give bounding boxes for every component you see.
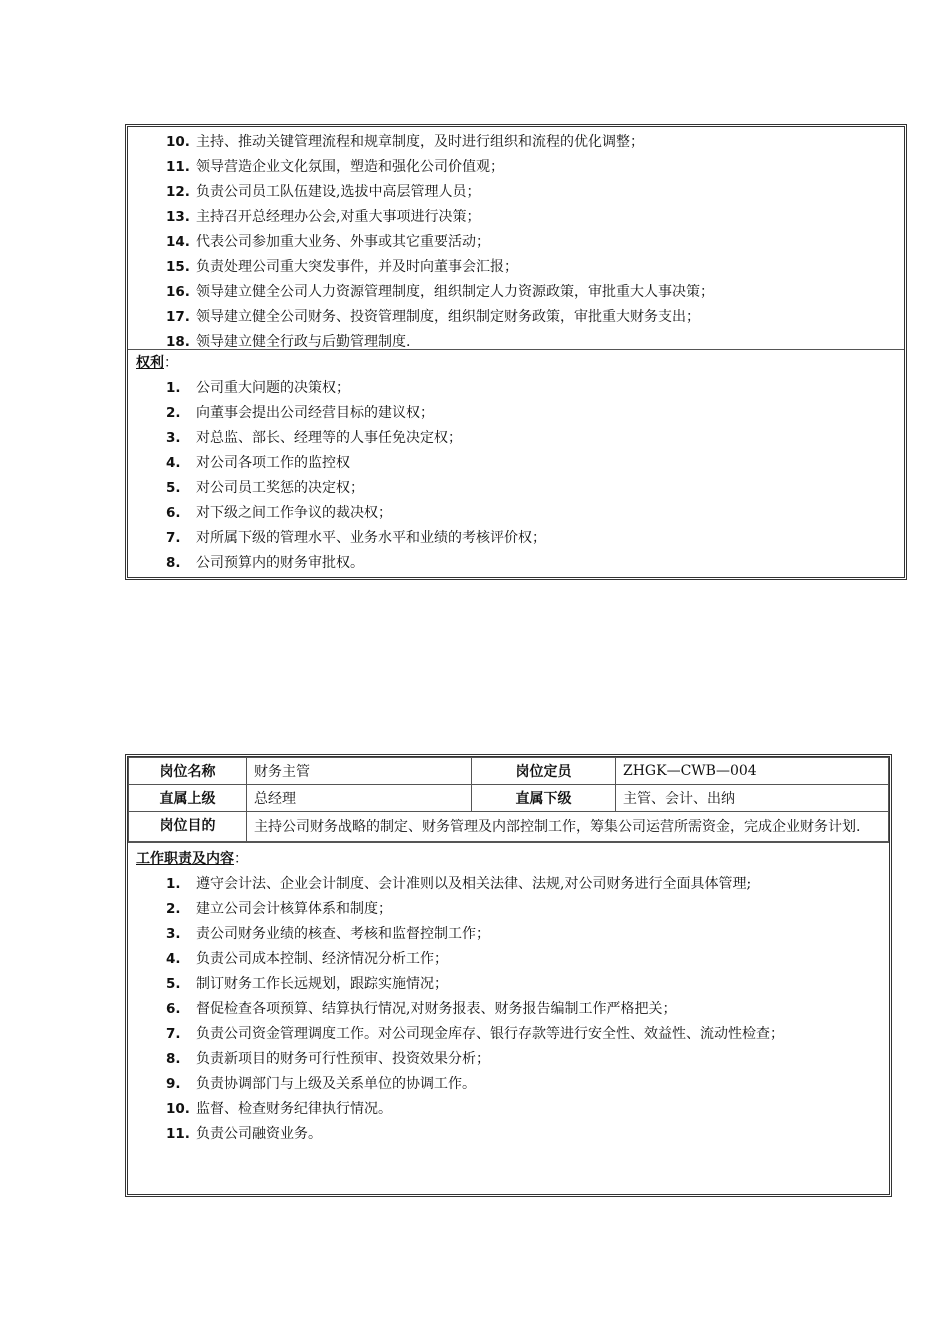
item-number: 9. [166,1076,181,1092]
list-item [128,922,889,947]
item-number: 4. [166,951,181,967]
job-title-value: 财务主管 [247,758,472,785]
list-item [128,1097,889,1122]
list-item [128,376,904,401]
list-item [128,205,904,230]
job-description-table-part1 [125,124,907,580]
item-number: 2. [166,901,181,917]
job-code-value: ZHGK—CWB—004 [616,758,889,785]
list-item [128,551,904,576]
item-number: 8. [166,555,181,571]
item-text: 领导营造企业文化氛围，塑造和强化公司价值观； [196,159,504,175]
duties-heading-text: 工作职责及内容 [136,851,234,867]
item-number: 2. [166,405,181,421]
rights-list [128,376,904,576]
item-text: 领导建立健全行政与后勤管理制度. [196,334,411,350]
duties-heading [128,847,889,872]
list-item [128,872,889,897]
item-text: 监督、检查财务纪律执行情况。 [196,1101,392,1117]
duties-continued-list [128,130,904,355]
list-item [128,997,889,1022]
list-item [128,305,904,330]
list-item [128,155,904,180]
item-text: 对总监、部长、经理等的人事任免决定权； [196,430,462,446]
item-text: 对公司员工奖惩的决定权； [196,480,364,496]
duties-continued-section [128,127,904,350]
item-text: 公司重大问题的决策权； [196,380,350,396]
item-number: 5. [166,976,181,992]
item-number: 12. [166,184,190,200]
item-text: 领导建立健全公司人力资源管理制度，组织制定人力资源政策，审批重大人事决策； [196,284,714,300]
item-text: 对下级之间工作争议的裁决权； [196,505,392,521]
item-number: 18. [166,334,190,350]
list-item [128,501,904,526]
item-number: 3. [166,430,181,446]
duties-list [128,872,889,1147]
item-number: 10. [166,1101,190,1117]
item-number: 7. [166,1026,181,1042]
list-item [128,426,904,451]
item-number: 1. [166,876,181,892]
item-number: 16. [166,284,190,300]
item-text: 对所属下级的管理水平、业务水平和业绩的考核评价权； [196,530,546,546]
item-text: 督促检查各项预算、结算执行情况,对财务报表、财务报告编制工作严格把关； [196,1001,677,1017]
info-row-3 [129,812,889,842]
info-row-1 [129,758,889,785]
duties-section [128,843,889,1147]
list-item [128,526,904,551]
item-text: 建立公司会计核算体系和制度； [196,901,392,917]
item-text: 公司预算内的财务审批权。 [196,555,364,571]
item-text: 责公司财务业绩的核查、考核和监督控制工作； [196,926,490,942]
item-text: 主持、推动关键管理流程和规章制度，及时进行组织和流程的优化调整； [196,134,644,150]
duties-heading-colon: ： [234,851,248,867]
item-text: 负责协调部门与上级及关系单位的协调工作。 [196,1076,476,1092]
purpose-label: 岗位目的 [129,812,247,842]
job-info-table [128,757,889,842]
item-number: 6. [166,1001,181,1017]
item-text: 负责公司融资业务。 [196,1126,322,1142]
item-number: 14. [166,234,190,250]
item-number: 17. [166,309,190,325]
job-title-label: 岗位名称 [129,758,247,785]
subordinate-label: 直属下级 [472,785,616,812]
list-item [128,451,904,476]
item-text: 代表公司参加重大业务、外事或其它重要活动； [196,234,490,250]
item-text: 负责公司成本控制、经济情况分析工作； [196,951,448,967]
list-item [128,1022,889,1047]
list-item [128,1047,889,1072]
item-number: 6. [166,505,181,521]
rights-heading-colon: ： [164,355,178,371]
item-text: 主持召开总经理办公会,对重大事项进行决策； [196,209,481,225]
item-text: 负责新项目的财务可行性预审、投资效果分析； [196,1051,490,1067]
item-number: 3. [166,926,181,942]
list-item [128,280,904,305]
list-item [128,401,904,426]
item-text: 负责处理公司重大突发事件，并及时向董事会汇报； [196,259,518,275]
list-item [128,230,904,255]
list-item [128,330,904,355]
superior-value: 总经理 [247,785,472,812]
item-number: 11. [166,1126,190,1142]
item-number: 15. [166,259,190,275]
item-text: 负责公司员工队伍建设,选拔中高层管理人员； [196,184,481,200]
purpose-value: 主持公司财务战略的制定、财务管理及内部控制工作，筹集公司运营所需资金，完成企业财务计划. [247,812,889,842]
item-text: 遵守会计法、企业会计制度、会计准则以及相关法律、法规,对公司财务进行全面具体管理; [196,876,752,892]
subordinate-value: 主管、会计、出纳 [616,785,889,812]
item-number: 1. [166,380,181,396]
item-text: 制订财务工作长远规划，跟踪实施情况； [196,976,448,992]
item-text: 领导建立健全公司财务、投资管理制度，组织制定财务政策，审批重大财务支出； [196,309,700,325]
item-text: 对公司各项工作的监控权 [196,455,350,471]
list-item [128,897,889,922]
list-item [128,180,904,205]
item-number: 7. [166,530,181,546]
item-number: 4. [166,455,181,471]
list-item [128,255,904,280]
item-text: 向董事会提出公司经营目标的建议权； [196,405,434,421]
item-number: 8. [166,1051,181,1067]
item-number: 13. [166,209,190,225]
list-item [128,1072,889,1097]
item-number: 11. [166,159,190,175]
list-item [128,972,889,997]
job-description-table-finance-supervisor [125,754,892,1197]
list-item [128,476,904,501]
item-number: 10. [166,134,190,150]
list-item [128,1122,889,1147]
item-number: 5. [166,480,181,496]
item-text: 负责公司资金管理调度工作。对公司现金库存、银行存款等进行安全性、效益性、流动性检查； [196,1026,784,1042]
rights-heading-text: 权利 [136,355,164,371]
rights-section [128,350,904,576]
superior-label: 直属上级 [129,785,247,812]
list-item [128,947,889,972]
job-code-label: 岗位定员 [472,758,616,785]
job-info-section [128,757,889,843]
info-row-2 [129,785,889,812]
list-item [128,130,904,155]
